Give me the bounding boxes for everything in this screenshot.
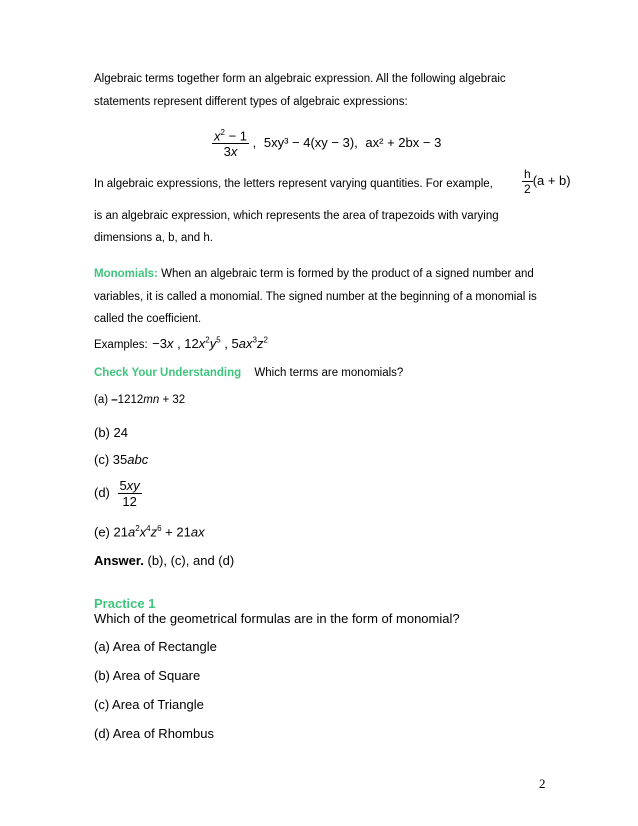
option-b: (b) 24 — [94, 425, 128, 440]
practice-item-b: (b) Area of Square — [94, 668, 201, 683]
expression-3: ax² + 2bx − 3 — [365, 135, 442, 151]
monomials-line-1 — [94, 268, 534, 280]
check-heading: Check Your Understanding — [94, 367, 242, 379]
fraction-x2-minus-1-over-3x: $\frac{x^2 - 1}{3x}$ — [214, 128, 247, 160]
practice-item-a: (a) Area of Rectangle — [94, 639, 217, 654]
para2-line-1: In algebraic expressions, the letters represent varying quantities. For example, — [94, 178, 493, 190]
practice-question: Which of the geometrical formulas are in the form of monomial? — [94, 611, 460, 626]
fraction-5xy-over-12: $\frac{5xy}{12}$ — [119, 478, 140, 509]
monomials-text-1: When an algebraic term is formed by the product of a signed number and — [161, 268, 534, 280]
intro-line-2: statements represent different types of algebraic expressions: — [94, 96, 408, 108]
para2-line-3: dimensions a, b, and h. — [94, 232, 213, 244]
expression-row — [212, 128, 441, 159]
intro-line-1: Algebraic terms together form an algebraic expression. All the following algebraic — [94, 73, 506, 85]
answer-label: Answer. — [94, 553, 144, 568]
monomial-examples: Examples: −3x , $12x^2y^5$ , $5ax^3z^2$ — [94, 335, 268, 351]
practice-item-d: (d) Area of Rhombus — [94, 726, 214, 741]
trapezoid-expression: $\frac{h}{2}$ (a + b) — [524, 167, 571, 196]
check-line — [94, 367, 403, 379]
option-d: (d) $\frac{5xy}{12}$ — [94, 478, 140, 509]
option-c: (c) 35abc — [94, 452, 149, 467]
monomials-line-3: called the coefficient. — [94, 313, 202, 325]
option-e: (e) $21a^2x^4z^6 + 21ax$ — [94, 524, 205, 540]
monomials-heading: Monomials: — [94, 268, 158, 280]
page-number: 2 — [539, 776, 546, 791]
monomials-line-2: variables, it is called a monomial. The signed number at the beginning of a monomial is — [94, 291, 537, 303]
expression-2: 5xy³ − 4(xy − 3), — [263, 135, 358, 151]
para2-line-2: is an algebraic expression, which represents the area of trapezoids with varying — [94, 210, 499, 222]
practice-item-c: (c) Area of Triangle — [94, 697, 204, 712]
practice-heading: Practice 1 — [94, 596, 156, 611]
option-a: (a) –1212mn + 32 — [94, 394, 186, 406]
examples-label: Examples: — [94, 339, 148, 351]
check-question: Which terms are monomials? — [254, 367, 404, 379]
answer-text: (b), (c), and (d) — [147, 553, 235, 568]
answer-line — [94, 553, 234, 568]
separator-comma: , — [252, 135, 257, 151]
